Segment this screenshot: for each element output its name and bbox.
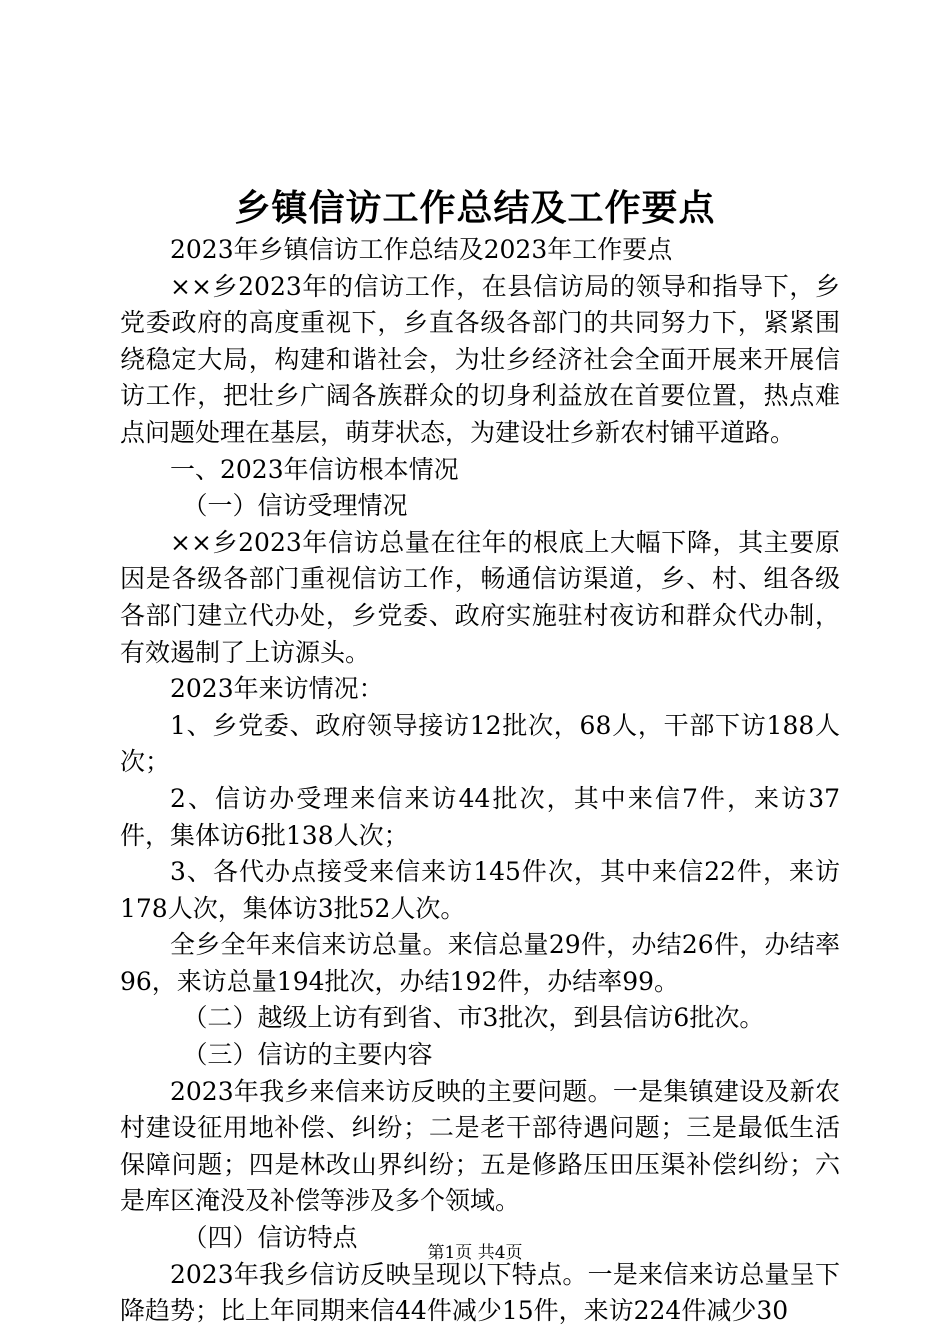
list-item-3: 3、各代办点接受来信来访145件次，其中来信22件，来访178人次，集体访3批52人次。 — [120, 857, 840, 923]
paragraph-totals: 全乡全年来信来访总量。来信总量29件，办结26件，办结率96，来访总量194批次，办结192件，办结率99。 — [120, 930, 840, 996]
subsection-heading-4: （四）信访特点 — [182, 1223, 358, 1253]
paragraph-intro: ××乡2023年的信访工作，在县信访局的领导和指导下，乡党委政府的高度重视下，乡直各级各部门的共同努力下，紧紧围绕稳定大局，构建和谐社会，为壮乡经济社会全面开展来开展信访工作，把壮乡广阔各族群众的切身利益放在首要位置，热点难点问题处理在基层，萌芽状态，为建设壮乡新农村铺平道路。 — [120, 271, 840, 447]
document-body — [120, 232, 840, 1330]
subsection-heading-2: （二）越级上访有到省、市3批次，到县信访6批次。 — [182, 1003, 765, 1033]
page-number-footer: 第1页 共4页 — [427, 1243, 523, 1263]
subsection-heading-3: （三）信访的主要内容 — [182, 1040, 433, 1070]
paragraph-features: 2023年我乡信访反映呈现以下特点。一是来信来访总量呈下降趋势；比上年同期来信44件减少15件，来访224件减少30 — [120, 1259, 840, 1326]
paragraph-main-issues: 2023年我乡来信来访反映的主要问题。一是集镇建设及新农村建设征用地补偿、纠纷；二是老干部待遇问题；三是最低生活保障问题；四是林改山界纠纷；五是修路压田压渠补偿纠纷；六是库区淹没及补偿等涉及多个领域。 — [120, 1076, 840, 1216]
section-heading-1: 一、2023年信访根本情况 — [170, 454, 459, 484]
document-title: 乡镇信访工作总结及工作要点 — [234, 187, 716, 229]
paragraph-subtitle: 2023年乡镇信访工作总结及2023年工作要点 — [170, 235, 673, 264]
subsection-heading-1: （一）信访受理情况 — [182, 491, 408, 521]
list-item-1: 1、乡党委、政府领导接访12批次，68人，干部下访188人次； — [120, 710, 840, 777]
paragraph-visits-heading: 2023年来访情况： — [170, 674, 384, 704]
paragraph-acceptance: ××乡2023年信访总量在往年的根底上大幅下降，其主要原因是各级各部门重视信访工作，畅通信访渠道，乡、村、组各级各部门建立代办处，乡党委、政府实施驻村夜访和群众代办制，有效遏制了上访源头。 — [120, 527, 840, 667]
list-item-2: 2、信访办受理来信来访44批次，其中来信7件，来访37件，集体访6批138人次； — [120, 783, 840, 850]
